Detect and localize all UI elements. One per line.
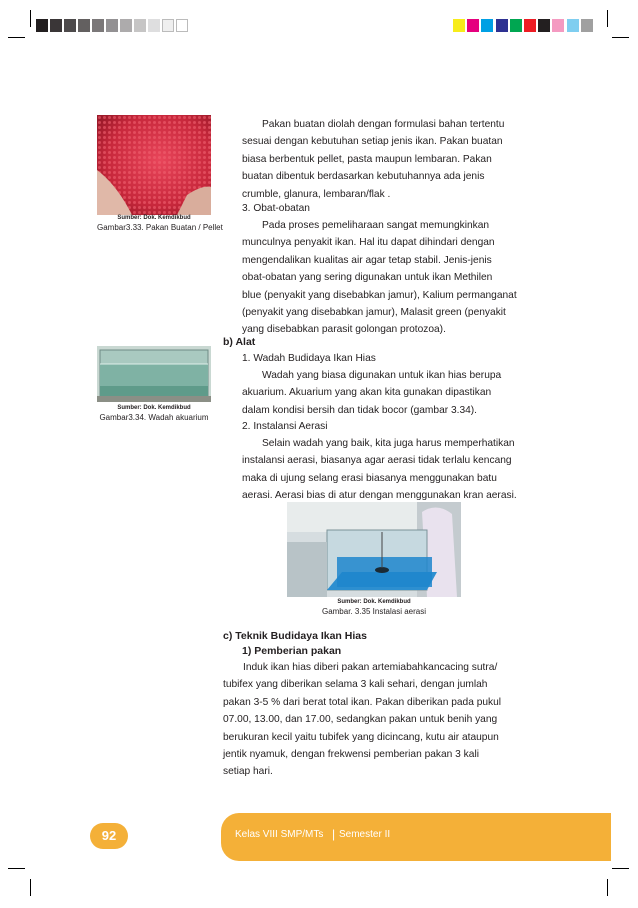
footer-semester-label: Semester II (339, 829, 391, 840)
aquarium-photo (97, 346, 211, 402)
footer-bar (221, 813, 611, 861)
footer-separator: | (332, 827, 336, 841)
page-number: 92 (90, 823, 128, 849)
subsection-heading: 1) Pemberian pakan (242, 645, 342, 657)
figure-source: Sumber: Dok. Kemdikbud (117, 215, 191, 221)
figure-source: Sumber: Dok. Kemdikbud (337, 599, 411, 605)
color-swatch (567, 19, 579, 32)
color-swatch (524, 19, 536, 32)
color-swatch (496, 19, 508, 32)
item-label: 1. Wadah Budidaya Ikan Hias (242, 353, 376, 364)
paragraph-feeding: Induk ikan hias diberi pakan artemiabahkancacing sutra/ tubifex yang diberikan selama 3 kali sehari, dengan jumlah pakan 3-5 % dari berat total ikan. Pakan diberikan pada pukul 07.00, 13.00, dan 17.00, sedangkan pakan untuk benih yang berukuran kecil yaitu tubifek yang dicincang, kutu air ataupun jentik nyamuk, dengan frekwensi pemberian pakan 3 kali setiap hari. (223, 662, 502, 778)
pellet-photo (97, 115, 211, 215)
paragraph-artificial-feed: Pakan buatan diolah dengan formulasi bahan tertentu sesuai dengan kebutuhan setiap jenis ikan. Pakan buatan biasa berbentuk pellet, pasta maupun lembaran. Pakan buatan dibentuk berdasarkan kebutuhannya ada jenis crumble, glanura, lembaran/flak . (242, 119, 505, 200)
figure-caption: Gambar. 3.35 Instalasi aerasi (321, 607, 427, 616)
item-label: 2. Instalansi Aerasi (242, 421, 328, 432)
section-heading: c) Teknik Budidaya Ikan Hias (223, 630, 367, 642)
figure-caption: Gambar3.34. Wadah akuarium (99, 413, 209, 422)
color-swatch (581, 19, 593, 32)
color-swatch (510, 19, 522, 32)
color-swatch (538, 19, 550, 32)
item-label: 3. Obat-obatan (242, 203, 310, 214)
aeration-photo (287, 502, 461, 597)
footer-class-label: Kelas VIII SMP/MTs (235, 829, 324, 840)
paragraph-aquarium: Wadah yang biasa digunakan untuk ikan hias berupa akuarium. Akuarium yang akan kita gunakan dipastikan dalam kondisi bersih dan tidak bocor (gambar 3.34). (242, 370, 502, 416)
color-swatch (467, 19, 479, 32)
color-swatch (552, 19, 564, 32)
section-heading: b) Alat (223, 336, 256, 348)
paragraph-aeration: Selain wadah yang baik, kita juga harus memperhatikan instalansi aerasi, biasanya agar aerasi tidak terlalu kencang maka di ujung selang erasi biasanya menggunakan batu aerasi. Aerasi bias di atur dengan menggunakan kran aerasi. (242, 438, 517, 502)
paragraph-medicines: Pada proses pemeliharaan sangat memungkinkan munculnya penyakit ikan. Hal itu dapat dihindari dengan mengendalikan kualitas air agar tetap stabil. Jenis-jenis obat-obatan yang sering digunakan untuk ikan Methilen blue (penyakit yang disebabkan jamur), Kalium permanganat (penyakit yang disebabkan jamur), Malasit green (penyakit yang disebabkan parasit golongan protozoa). (242, 220, 517, 336)
figure-source: Sumber: Dok. Kemdikbud (117, 405, 191, 411)
color-swatch (453, 19, 465, 32)
color-swatch (481, 19, 493, 32)
figure-caption: Gambar3.33. Pakan Buatan / Pellet (97, 223, 223, 232)
